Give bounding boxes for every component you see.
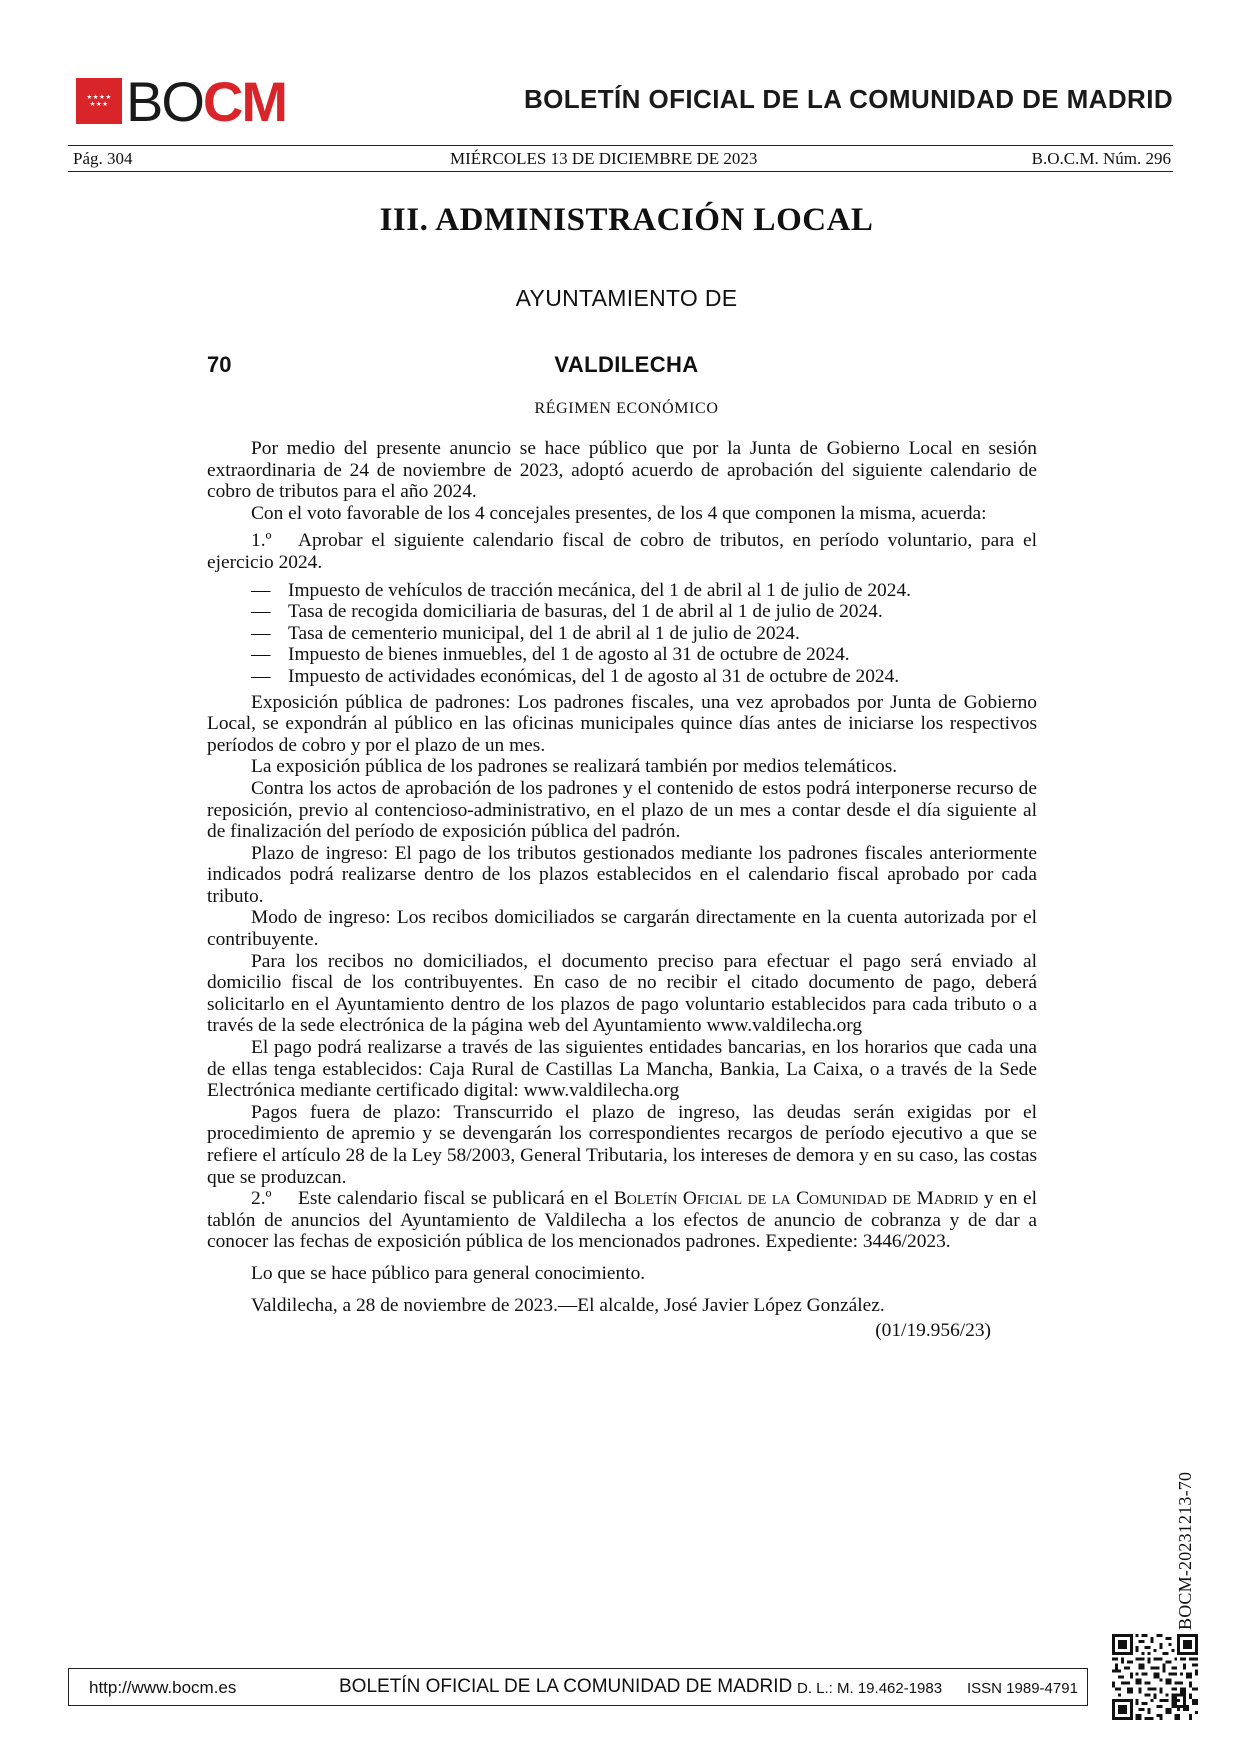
notice-subject: RÉGIMEN ECONÓMICO	[534, 400, 719, 417]
logo-wordmark	[126, 70, 287, 133]
list-item-text: Impuesto de bienes inmuebles, del 1 de agosto al 31 de octubre de 2024.	[288, 644, 850, 666]
paragraph-recurso: Contra los actos de aprobación de los padrones y el contenido de estos podrá interponerse recurso de reposición, previo al contencioso-administrativo, en el plazo de un mes a contar desde el día siguiente al de finalización del período de exposición pública del padrón.	[207, 777, 1037, 843]
dash-mark: —	[251, 644, 271, 666]
municipality-name: VALDILECHA	[554, 352, 699, 377]
bocm-logo	[76, 70, 287, 133]
paragraph-modo: Modo de ingreso: Los recibos domiciliados se cargarán directamente en la cuenta autorizada por el contribuyente.	[207, 907, 1037, 951]
signature-line: Valdilecha, a 28 de noviembre de 2023.—El alcalde, José Javier López González.	[251, 1294, 885, 1316]
agreement-item-1	[207, 530, 1037, 573]
madrid-flag-icon: ★★★★ ★★★	[76, 78, 122, 124]
document-code: BOCM-20231213-70	[1175, 1471, 1195, 1630]
footer-title: BOLETÍN OFICIAL DE LA COMUNIDAD DE MADRID	[339, 1676, 793, 1697]
list-item-text: Impuesto de actividades económicas, del 1 de agosto al 31 de octubre de 2024.	[288, 665, 900, 687]
entity-heading: AYUNTAMIENTO DE	[515, 285, 738, 311]
paragraph-conocimiento: Lo que se hace público para general conocimiento.	[251, 1262, 646, 1284]
dash-mark: —	[251, 601, 271, 623]
header-rule-bottom	[68, 171, 1173, 172]
page-number: Pág. 304	[73, 149, 133, 168]
list-item	[207, 644, 1037, 666]
issn: ISSN 1989-4791	[967, 1680, 1078, 1697]
paragraph-telematicos: La exposición pública de los padrones se realizará también por medios telemáticos.	[251, 756, 898, 778]
issue-date: MIÉRCOLES 13 DE DICIEMBRE DE 2023	[450, 149, 758, 168]
list-item	[207, 623, 1037, 645]
agreement-item-2	[207, 1188, 1037, 1253]
item-text-after: y en el tablón de anuncios del Ayuntamiento de Valdilecha a los efectos de anuncio de cobranza y de dar a conocer las fechas de exposición pública de los mencionados padrones. Expediente: 3446/2023.	[207, 1188, 1037, 1253]
bulletin-reference: Boletín Oficial de la Comunidad de Madrid	[613, 1188, 979, 1210]
logo-prefix: BO	[126, 70, 203, 133]
tax-calendar-list	[207, 580, 1037, 688]
logo-suffix: CM	[202, 70, 287, 133]
footer	[68, 1668, 1088, 1706]
notice-reference: (01/19.956/23)	[875, 1320, 991, 1342]
notice-number: 70	[207, 352, 232, 377]
paragraph-vote: Con el voto favorable de los 4 concejales presentes, de los 4 que componen la misma, acuerda:	[251, 502, 987, 524]
list-item	[207, 666, 1037, 688]
list-item-text: Tasa de recogida domiciliaria de basuras, del 1 de abril al 1 de julio de 2024.	[288, 601, 883, 623]
issue-number: B.O.C.M. Núm. 296	[1031, 149, 1171, 168]
list-item-text: Impuesto de vehículos de tracción mecánica, del 1 de abril al 1 de julio de 2024.	[288, 579, 911, 601]
legal-deposit: D. L.: M. 19.462-1983	[797, 1680, 943, 1697]
paragraph-plazo: Plazo de ingreso: El pago de los tributos gestionados mediante los padrones fiscales anteriormente indicados podrá realizarse dentro de los plazos establecidos en el calendario fiscal aprobado por cada tributo.	[207, 842, 1037, 907]
qr-code-icon	[1112, 1634, 1198, 1720]
item-ordinal: 1.º	[251, 530, 272, 552]
paragraph-intro: Por medio del presente anuncio se hace público que por la Junta de Gobierno Local en sesión extraordinaria de 24 de noviembre de 2023, adoptó acuerdo de aprobación del siguiente calendario de cobro de tributos para el año 2024.	[207, 438, 1037, 503]
item-ordinal: 2.º	[251, 1188, 272, 1210]
dash-mark: —	[251, 665, 271, 687]
paragraph-entidades: El pago podrá realizarse a través de las siguientes entidades bancarias, en los horarios que cada una de ellas tenga establecidos: Caja Rural de Castillas La Mancha, Bankia, La Caixa, o a través de la Sede Electrónica mediante certificado digital: www.valdilecha.org	[207, 1037, 1037, 1102]
footer-url-link[interactable]: http://www.bocm.es	[89, 1678, 237, 1697]
paragraph-no-domiciliados: Para los recibos no domiciliados, el documento preciso para efectuar el pago será enviado al domicilio fiscal de los contribuyentes. En caso de no recibir el citado documento de pago, deberá solicitarlo en el Ayuntamiento dentro de los plazos de pago voluntario establecidos para cada tributo o a través de la sede electrónica de la página web del Ayuntamiento www.valdilecha.org	[207, 950, 1037, 1037]
list-item-text: Tasa de cementerio municipal, del 1 de abril al 1 de julio de 2024.	[288, 622, 800, 644]
list-item	[207, 580, 1037, 602]
dash-mark: —	[251, 579, 271, 601]
list-item	[207, 601, 1037, 623]
paragraph-exposicion: Exposición pública de padrones: Los padrones fiscales, una vez aprobados por Junta de Gobierno Local, se expondrán al público en las oficinas municipales quince días antes de iniciarse los respectivos períodos de cobro y por el plazo de un mes.	[207, 691, 1037, 756]
item-text-before: Este calendario fiscal se publicará en el	[298, 1188, 614, 1210]
notice-body	[207, 438, 1037, 1342]
bulletin-title: BOLETÍN OFICIAL DE LA COMUNIDAD DE MADRID	[523, 84, 1173, 114]
dash-mark: —	[251, 622, 271, 644]
section-title: III. ADMINISTRACIÓN LOCAL	[379, 202, 874, 238]
item-text: Aprobar el siguiente calendario fiscal de cobro de tributos, en período voluntario, para el ejercicio 2024.	[207, 530, 1037, 573]
header-rule-top	[68, 145, 1173, 146]
paragraph-fuera-plazo: Pagos fuera de plazo: Transcurrido el plazo de ingreso, las deudas serán exigidas por el procedimiento de apremio y se devengarán los correspondientes recargos de período ejecutivo a que se refiere el artículo 28 de la Ley 58/2003, General Tributaria, los intereses de demora y en su caso, las costas que se produzcan.	[207, 1101, 1037, 1188]
